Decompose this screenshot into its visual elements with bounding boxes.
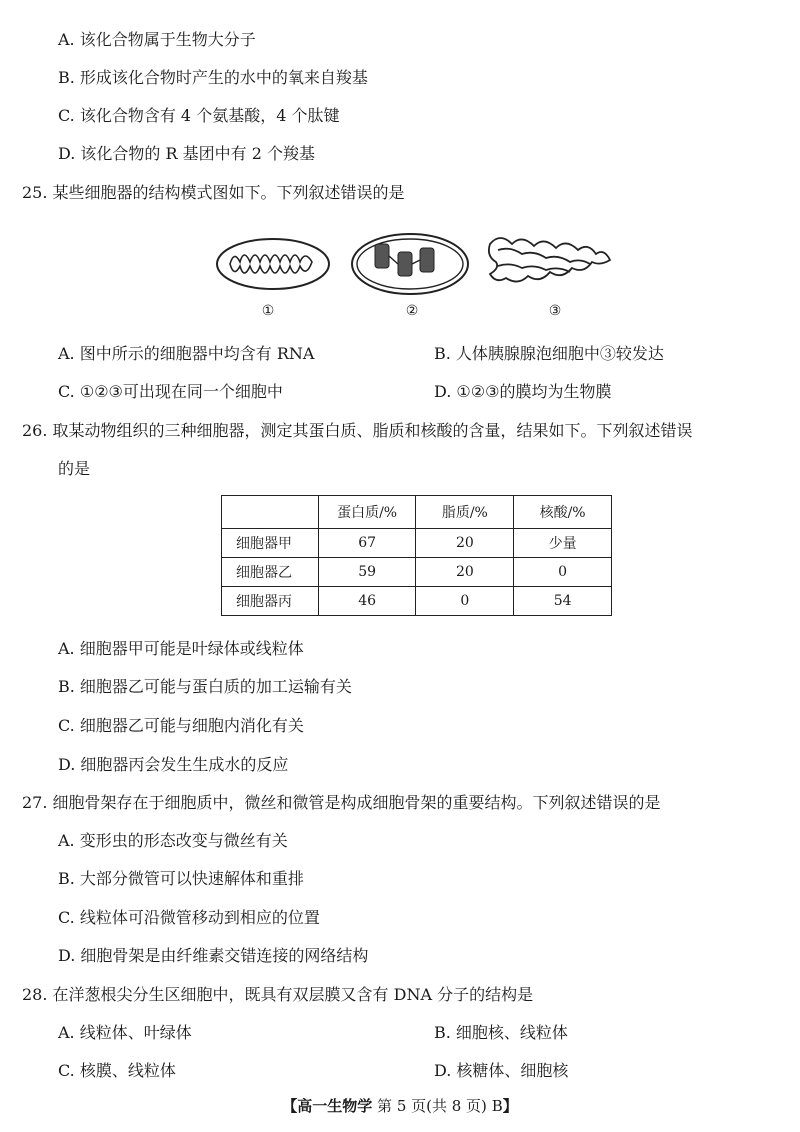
q25-option-b: B. 人体胰腺腺泡细胞中③较发达: [434, 344, 664, 363]
q27-stem: 27. 细胞骨架存在于细胞质中，微丝和微管是构成细胞骨架的重要结构。下列叙述错误的是: [22, 793, 661, 812]
footer-page-number: 第 5 页(共 8 页): [377, 1097, 487, 1115]
q27-option-d: D. 细胞骨架是由纤维素交错连接的网络结构: [58, 946, 369, 965]
table-cell: 20: [416, 529, 514, 558]
q25-stem: 25. 某些细胞器的结构模式图如下。下列叙述错误的是: [22, 183, 405, 202]
table-cell: 54: [514, 587, 612, 616]
footer-subject: 高一生物学: [297, 1097, 373, 1115]
figure-label-3: ③: [548, 303, 562, 319]
table-cell: 20: [416, 558, 514, 587]
q28-option-b: B. 细胞核、线粒体: [434, 1023, 568, 1042]
q26-option-b: B. 细胞器乙可能与蛋白质的加工运输有关: [58, 677, 352, 696]
q24-option-b: B. 形成该化合物时产生的水中的氧来自羧基: [58, 68, 368, 87]
q25-option-d: D. ①②③的膜均为生物膜: [434, 382, 612, 401]
q27-option-c: C. 线粒体可沿微管移动到相应的位置: [58, 908, 320, 927]
table-cell: 细胞器丙: [222, 587, 319, 616]
table-row: [222, 587, 612, 616]
organelle-figure: [200, 222, 640, 302]
q24-option-d: D. 该化合物的 R 基团中有 2 个羧基: [58, 144, 316, 163]
page-footer: [0, 1095, 800, 1116]
q27-option-b: B. 大部分微管可以快速解体和重排: [58, 869, 304, 888]
table-row: [222, 529, 612, 558]
figure-label-2: ②: [405, 303, 419, 319]
table-cell: 0: [514, 558, 612, 587]
table-cell: 67: [318, 529, 416, 558]
figure-label-1: ①: [261, 303, 275, 319]
table-cell: 少量: [514, 529, 612, 558]
q28-stem: 28. 在洋葱根尖分生区细胞中，既具有双层膜又含有 DNA 分子的结构是: [22, 985, 534, 1004]
q24-option-c: C. 该化合物含有 4 个氨基酸，4 个肽键: [58, 106, 340, 125]
table-header-row: [222, 496, 612, 529]
table-cell: 细胞器乙: [222, 558, 319, 587]
table-header-cell: [222, 496, 319, 529]
chloroplast-drawing: [352, 234, 468, 294]
q25-option-a: A. 图中所示的细胞器中均含有 RNA: [58, 344, 315, 363]
endoplasmic-reticulum-drawing: [489, 238, 610, 282]
table-cell: 细胞器甲: [222, 529, 319, 558]
q26-option-d: D. 细胞器丙会发生生成水的反应: [58, 755, 289, 774]
table-header-cell: 核酸/%: [514, 496, 612, 529]
organelle-composition-table: [221, 495, 612, 616]
footer-bracket-open: 【: [282, 1097, 298, 1115]
q28-option-c: C. 核膜、线粒体: [58, 1061, 176, 1080]
q26-stem-line1: 26. 取某动物组织的三种细胞器，测定其蛋白质、脂质和核酸的含量，结果如下。下列叙述错误: [22, 421, 693, 440]
q26-option-a: A. 细胞器甲可能是叶绿体或线粒体: [58, 639, 304, 658]
q27-option-a: A. 变形虫的形态改变与微丝有关: [58, 831, 288, 850]
mitochondrion-drawing: [217, 239, 329, 289]
table-cell: 46: [318, 587, 416, 616]
q28-option-d: D. 核糖体、细胞核: [434, 1061, 569, 1080]
q26-stem-line2: 的是: [58, 459, 91, 478]
footer-bracket-close: 】: [502, 1097, 518, 1115]
q28-option-a: A. 线粒体、叶绿体: [58, 1023, 192, 1042]
q24-option-a: A. 该化合物属于生物大分子: [58, 30, 256, 49]
table-cell: 0: [416, 587, 514, 616]
table-cell: 59: [318, 558, 416, 587]
q25-option-c: C. ①②③可出现在同一个细胞中: [58, 382, 283, 401]
table-row: [222, 558, 612, 587]
q26-option-c: C. 细胞器乙可能与细胞内消化有关: [58, 716, 304, 735]
table-header-cell: 蛋白质/%: [318, 496, 416, 529]
table-header-cell: 脂质/%: [416, 496, 514, 529]
footer-version: B: [491, 1097, 503, 1115]
